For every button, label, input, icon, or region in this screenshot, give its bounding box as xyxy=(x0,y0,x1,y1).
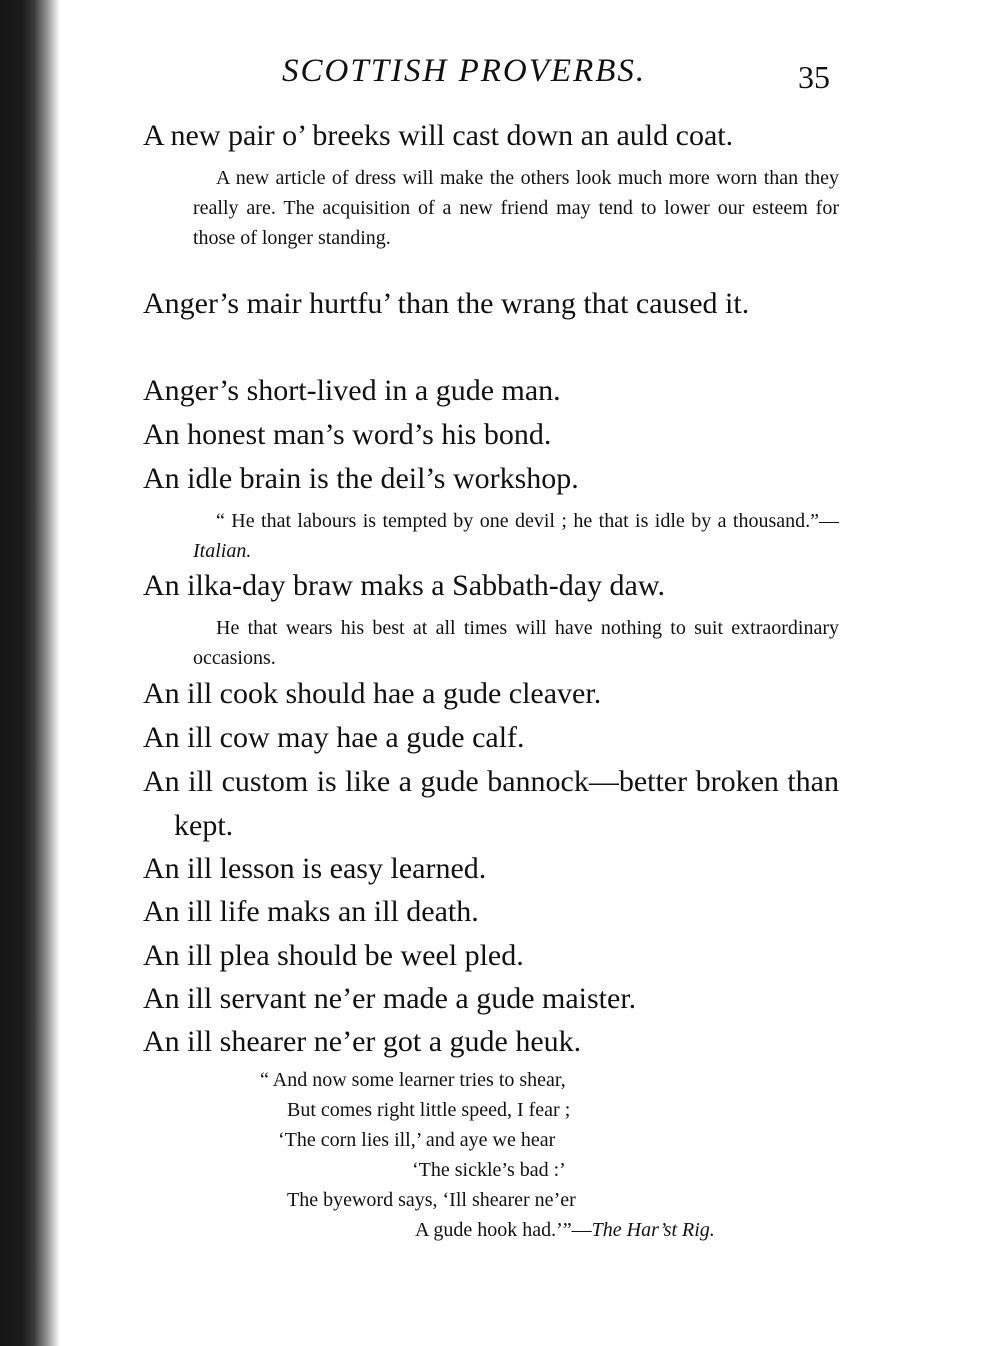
proverb-angers-mair-hurtfu: Anger’s mair hurtfu’ than the wrang that caused it. xyxy=(143,287,750,320)
verse-line: ‘The sickle’s bad :’ xyxy=(412,1159,566,1181)
page-number: 35 xyxy=(798,59,830,95)
proverb-ilka-day-braw: An ilka-day braw maks a Sabbath-day daw. xyxy=(143,569,666,602)
verse-line-final xyxy=(260,1215,840,1245)
proverb-ill-plea: An ill plea should be weel pled. xyxy=(143,939,524,972)
running-head xyxy=(0,46,1000,96)
proverb-honest-mans-word: An honest man’s word’s his bond. xyxy=(143,418,552,451)
verse-harst-rig xyxy=(260,1065,840,1245)
proverb-ill-custom: An ill custom is like a gude bannock—better broken than kept. xyxy=(143,765,839,842)
proverb-ill-life: An ill life maks an ill death. xyxy=(143,895,479,928)
proverb-ill-cook: An ill cook should hae a gude cleaver. xyxy=(143,677,602,710)
note-idle-brain xyxy=(193,506,839,566)
verse-line: But comes right little speed, I fear ; xyxy=(287,1099,571,1121)
running-title: SCOTTISH PROVERBS. xyxy=(282,53,647,89)
proverb-ill-cow: An ill cow may hae a gude calf. xyxy=(143,721,525,754)
proverb-new-pair-o-breeks: A new pair o’ breeks will cast down an auld coat. xyxy=(143,119,734,152)
proverb-idle-brain: An idle brain is the deil’s workshop. xyxy=(143,462,579,495)
note-idle-brain-source: Italian. xyxy=(193,540,252,562)
note-new-pair-o-breeks: A new article of dress will make the others look much more worn than they really are. The acquisition of a new friend may tend to lower our esteem for those of longer standing. xyxy=(193,167,839,249)
proverb-angers-short-lived: Anger’s short-lived in a gude man. xyxy=(143,374,561,407)
verse-source: The Har’st Rig. xyxy=(591,1219,715,1241)
verse-line: ‘The corn lies ill,’ and aye we hear xyxy=(278,1129,556,1151)
note-ilka-day-braw: He that wears his best at all times will have nothing to suit extraordinary occasions. xyxy=(193,617,839,669)
verse-line: The byeword says, ‘Ill shearer ne’er xyxy=(287,1189,576,1211)
proverb-ill-shearer: An ill shearer ne’er got a gude heuk. xyxy=(143,1025,582,1058)
proverb-ill-lesson: An ill lesson is easy learned. xyxy=(143,852,487,885)
note-idle-brain-text: “ He that labours is tempted by one devil ; he that is idle by a thousand.”— xyxy=(216,510,839,532)
page-binding-edge xyxy=(0,0,60,1346)
proverb-ill-servant: An ill servant ne’er made a gude maister. xyxy=(143,982,637,1015)
verse-line: “ And now some learner tries to shear, xyxy=(260,1069,566,1091)
verse-line-text: A gude hook had.’”— xyxy=(415,1219,592,1241)
